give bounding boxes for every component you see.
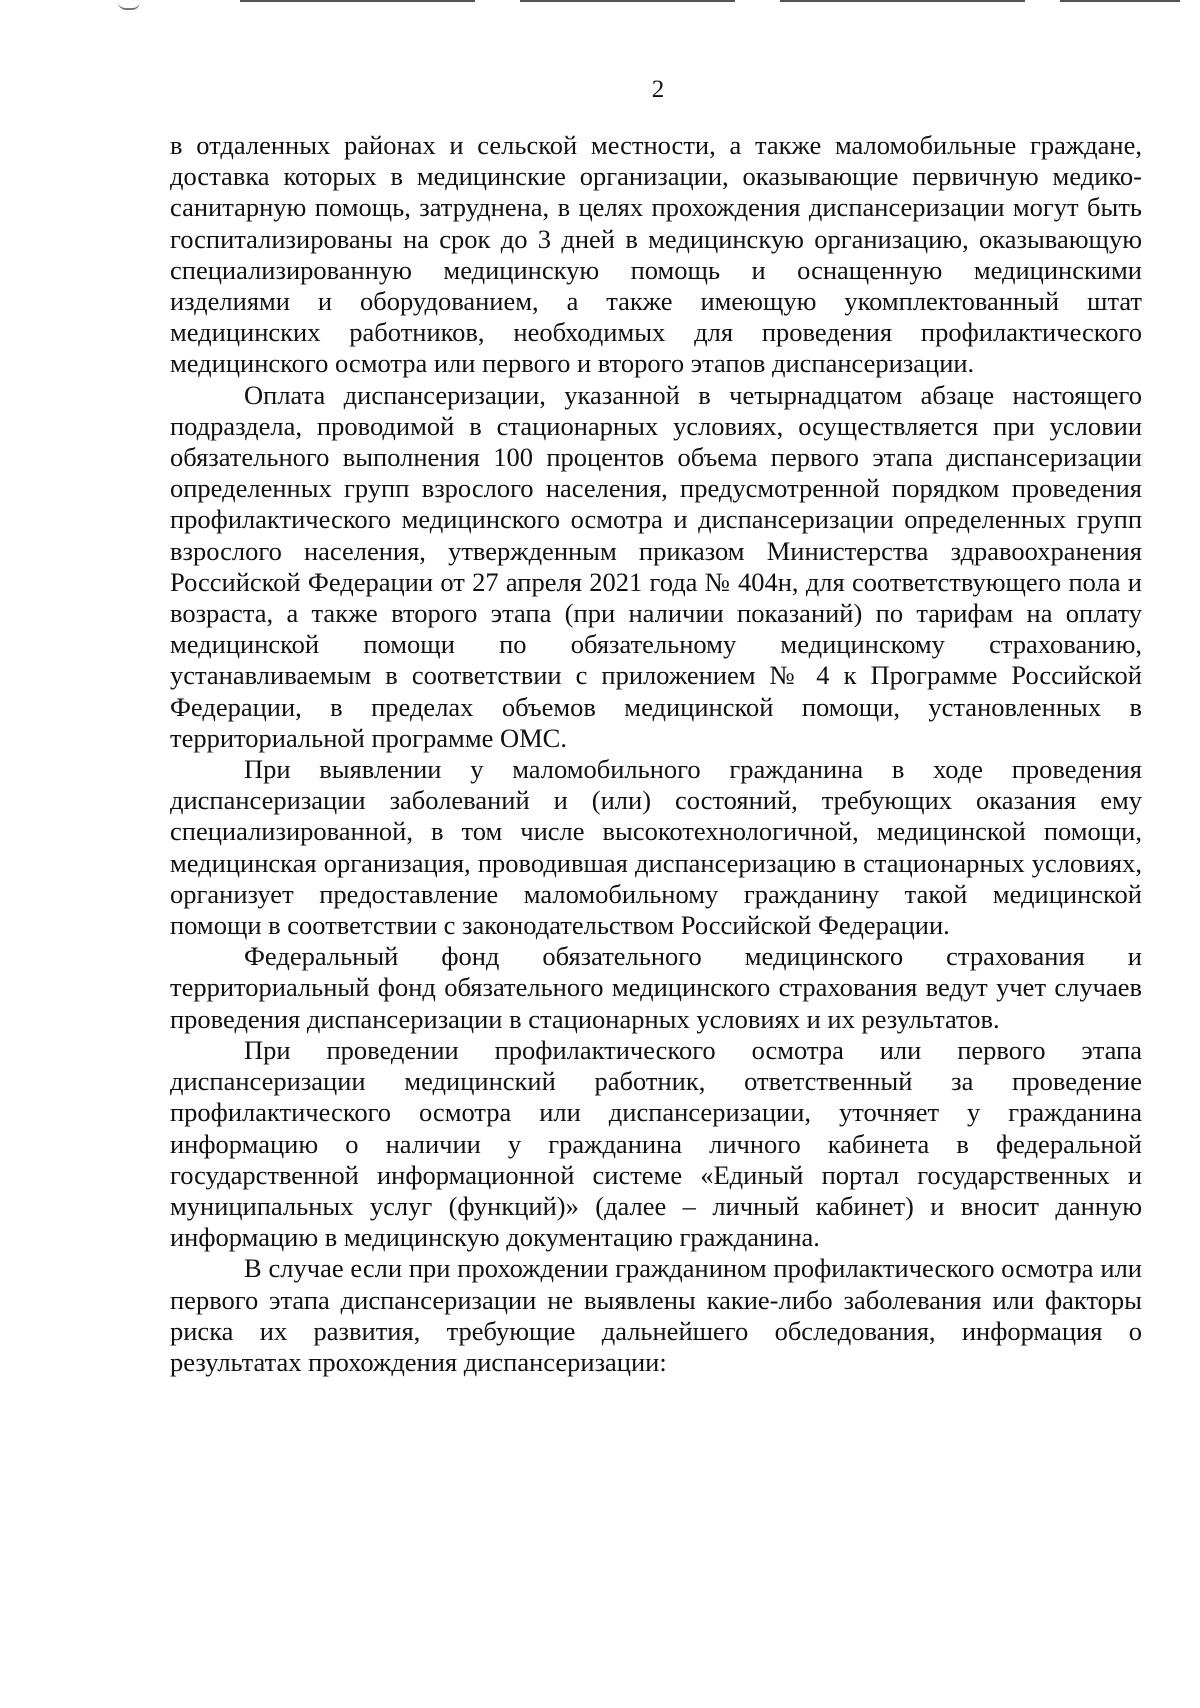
paragraph: Федеральный фонд обязательного медицинского страхования и территориальный фонд обязательного медицинского страхования ведут учет случаев проведения диспансеризации в стационарных условиях и их результатов. bbox=[170, 941, 1142, 1034]
paragraph: При проведении профилактического осмотра или первого этапа диспансеризации медицинский работник, ответственный за проведение профилактического осмотра или диспансеризации, уточняет у гражданина информацию о наличии у гражданина личного кабинета в федеральной государственной информационной системе «Единый портал государственных и муниципальных услуг (функций)» (далее – личный кабинет) и вносит данную информацию в медицинскую документацию гражданина. bbox=[170, 1034, 1142, 1253]
scan-artifact bbox=[118, 0, 140, 10]
scan-top-rule bbox=[240, 0, 475, 2]
paragraph: При выявлении у маломобильного гражданина в ходе проведения диспансеризации заболеваний и (или) состояний, требующих оказания ему специализированной, в том числе высокотехнологичной, медицинской помощи, медицинская организация, проводившая диспансеризацию в стационарных условиях, организует предоставление маломобильному гражданину такой медицинской помощи в соответствии с законодательством Российской Федерации. bbox=[170, 754, 1142, 941]
paragraph: Оплата диспансеризации, указанной в четырнадцатом абзаце настоящего подраздела, проводимой в стационарных условиях, осуществляется при условии обязательного выполнения 100 процентов объема первого этапа диспансеризации определенных групп взрослого населения, предусмотренной порядком проведения профилактического медицинского осмотра и диспансеризации определенных групп взрослого населения, утвержденным приказом Министерства здравоохранения Российской Федерации от 27 апреля 2021 года № 404н, для соответствующего пола и возраста, а также второго этапа (при наличии показаний) по тарифам на оплату медицинской помощи по обязательному медицинскому страхованию, устанавливаемым в соответствии с приложением № 4 к Программе Российской Федерации, в пределах объемов медицинской помощи, установленных в территориальной программе ОМС. bbox=[170, 379, 1142, 753]
scan-top-rule bbox=[520, 0, 735, 2]
paragraph: в отдаленных районах и сельской местности, а также маломобильные граждане, доставка которых в медицинские организации, оказывающие первичную медико-санитарную помощь, затруднена, в целях прохождения диспансеризации могут быть госпитализированы на срок до 3 дней в медицинскую организацию, оказывающую специализированную медицинскую помощь и оснащенную медицинскими изделиями и оборудованием, а также имеющую укомплектованный штат медицинских работников, необходимых для проведения профилактического медицинского осмотра или первого и второго этапов диспансеризации. bbox=[170, 130, 1142, 379]
scan-top-rule bbox=[1060, 0, 1180, 2]
paragraph: В случае если при прохождении гражданином профилактического осмотра или первого этапа диспансеризации не выявлены какие-либо заболевания или факторы риска их развития, требующие дальнейшего обследования, информация о результатах прохождения диспансеризации: bbox=[170, 1253, 1142, 1377]
document-body bbox=[170, 130, 1142, 1378]
page-number: 2 bbox=[651, 76, 665, 103]
scan-top-rule bbox=[780, 0, 1025, 2]
